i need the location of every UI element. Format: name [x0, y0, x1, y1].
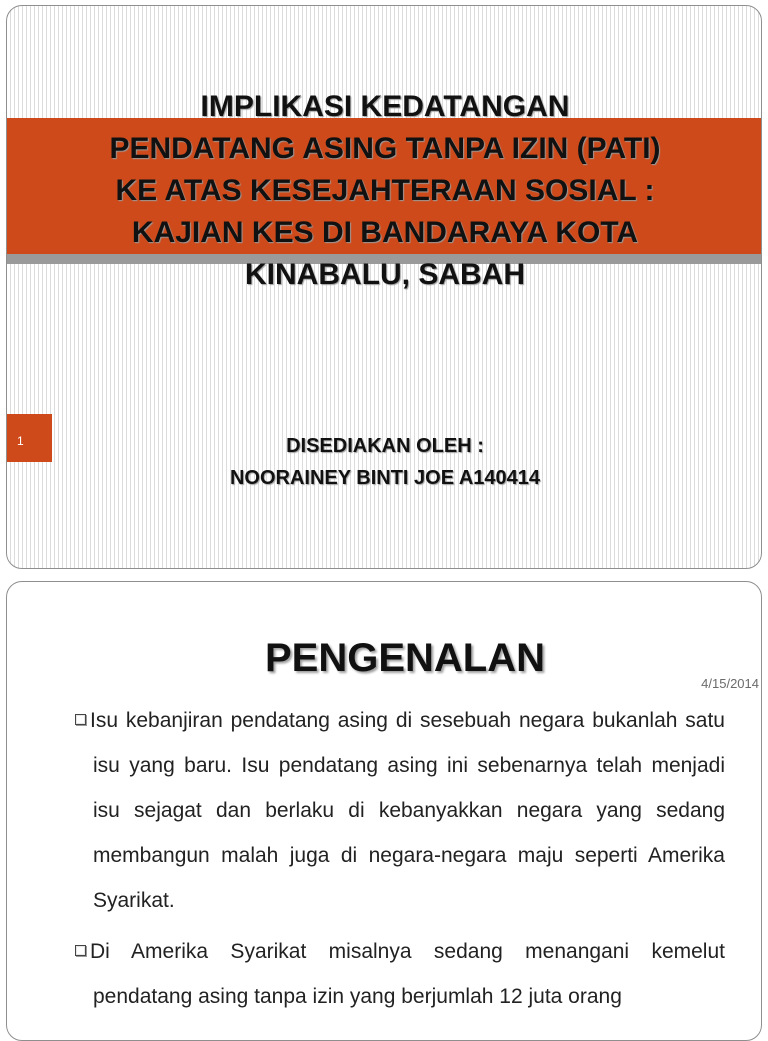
- slide-heading: PENGENALAN: [264, 636, 546, 680]
- slide-body: [75, 698, 725, 1025]
- bullet-paragraph: [75, 929, 725, 1019]
- paragraph-text: Isu kebanjiran pendatang asing di sesebuah negara bukanlah satu isu yang baru. Isu pendatang asing ini sebenarnya telah menjadi isu sejagat dan berlaku di kebanyakkan negara yang sedang membangun malah juga di negara-negara maju seperti Amerika Syarikat.: [90, 709, 725, 912]
- introduction-slide: [6, 581, 762, 1041]
- author-name: NOORAINEY BINTI JOE A140414: [229, 467, 541, 489]
- page-number: 1: [17, 434, 24, 448]
- slide-date: 4/15/2014: [701, 676, 759, 691]
- title-line: KE ATAS KESEJAHTERAAN SOSIAL :: [115, 174, 655, 207]
- title-slide: [6, 5, 762, 569]
- paragraph-text: Di Amerika Syarikat misalnya sedang menangani kemelut pendatang asing tanpa izin yang berjumlah 12 juta orang: [90, 940, 725, 1008]
- title-line: IMPLIKASI KEDATANGAN: [200, 90, 570, 123]
- title-line: KAJIAN KES DI BANDARAYA KOTA: [131, 216, 639, 249]
- slide-title: [17, 86, 753, 296]
- title-line: PENDATANG ASING TANPA IZIN (PATI): [109, 132, 661, 165]
- square-bullet-icon: [75, 945, 86, 956]
- author-block: [17, 430, 753, 494]
- square-bullet-icon: [75, 714, 86, 725]
- title-line: KINABALU, SABAH: [245, 258, 525, 291]
- bullet-paragraph: [75, 698, 725, 923]
- prepared-by-label: DISEDIAKAN OLEH :: [286, 435, 484, 457]
